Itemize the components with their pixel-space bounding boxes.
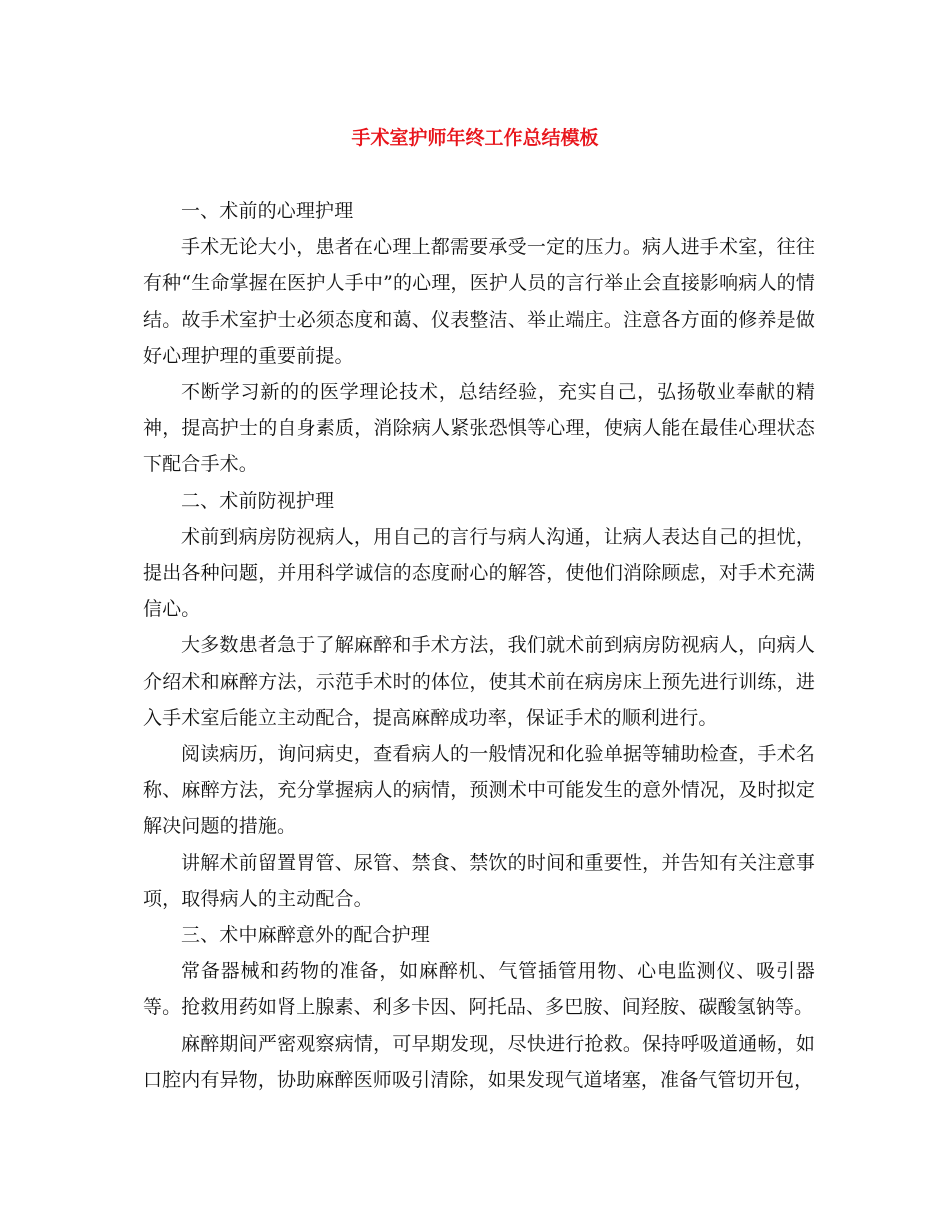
paragraph: 阅读病历，询问病史，查看病人的一般情况和化验单据等辅助检查，手术名称、麻醉方法，充分掌握病人的病情，预测术中可能发生的意外情况，及时拟定解决问题的措施。	[143, 743, 815, 838]
paragraph: 麻醉期间严密观察病情，可早期发现，尽快进行抢救。保持呼吸道通畅，如口腔内有异物，协助麻醉医师吸引清除，如果发现气道堵塞，准备气管切开包，	[143, 1032, 815, 1091]
paragraph: 手术无论大小，患者在心理上都需要承受一定的压力。病人进手术室，往往有种“生命掌握在医护人手中”的心理，医护人员的言行举止会直接影响病人的情结。故手术室护士必须态度和蔼、仪表整洁、举止端庄。注意各方面的修养是做好心理护理的重要前提。	[143, 236, 815, 367]
document-body	[143, 193, 815, 1098]
section-heading-2: 二、术前防视护理	[181, 489, 335, 512]
paragraph: 讲解术前留置胃管、尿管、禁食、禁饮的时间和重要性，并告知有关注意事项，取得病人的主动配合。	[143, 851, 815, 910]
section-heading-1: 一、术前的心理护理	[181, 200, 354, 222]
document-title: 手术室护师年终工作总结模板	[351, 127, 599, 149]
paragraph: 术前到病房防视病人，用自己的言行与病人沟通，让病人表达自己的担忧，提出各种问题，并用科学诚信的态度耐心的解答，使他们消除顾虑，对手术充满信心。	[143, 525, 815, 621]
paragraph: 不断学习新的的医学理论技术，总结经验，充实自己，弘扬敬业奉献的精神，提高护士的自身素质，消除病人紧张恐惧等心理，使病人能在最佳心理状态下配合手术。	[143, 381, 815, 476]
paragraph: 常备器械和药物的准备，如麻醉机、气管插管用物、心电监测仪、吸引器等。抢救用药如肾上腺素、利多卡因、阿托品、多巴胺、间羟胺、碳酸氢钠等。	[143, 960, 815, 1019]
paragraph: 大多数患者急于了解麻醉和手术方法，我们就术前到病房防视病人，向病人介绍术和麻醉方法，示范手术时的体位，使其术前在病房床上预先进行训练，进入手术室后能立主动配合，提高麻醉成功率，保证手术的顺利进行。	[143, 634, 815, 729]
section-heading-3: 三、术中麻醉意外的配合护理	[181, 924, 430, 947]
